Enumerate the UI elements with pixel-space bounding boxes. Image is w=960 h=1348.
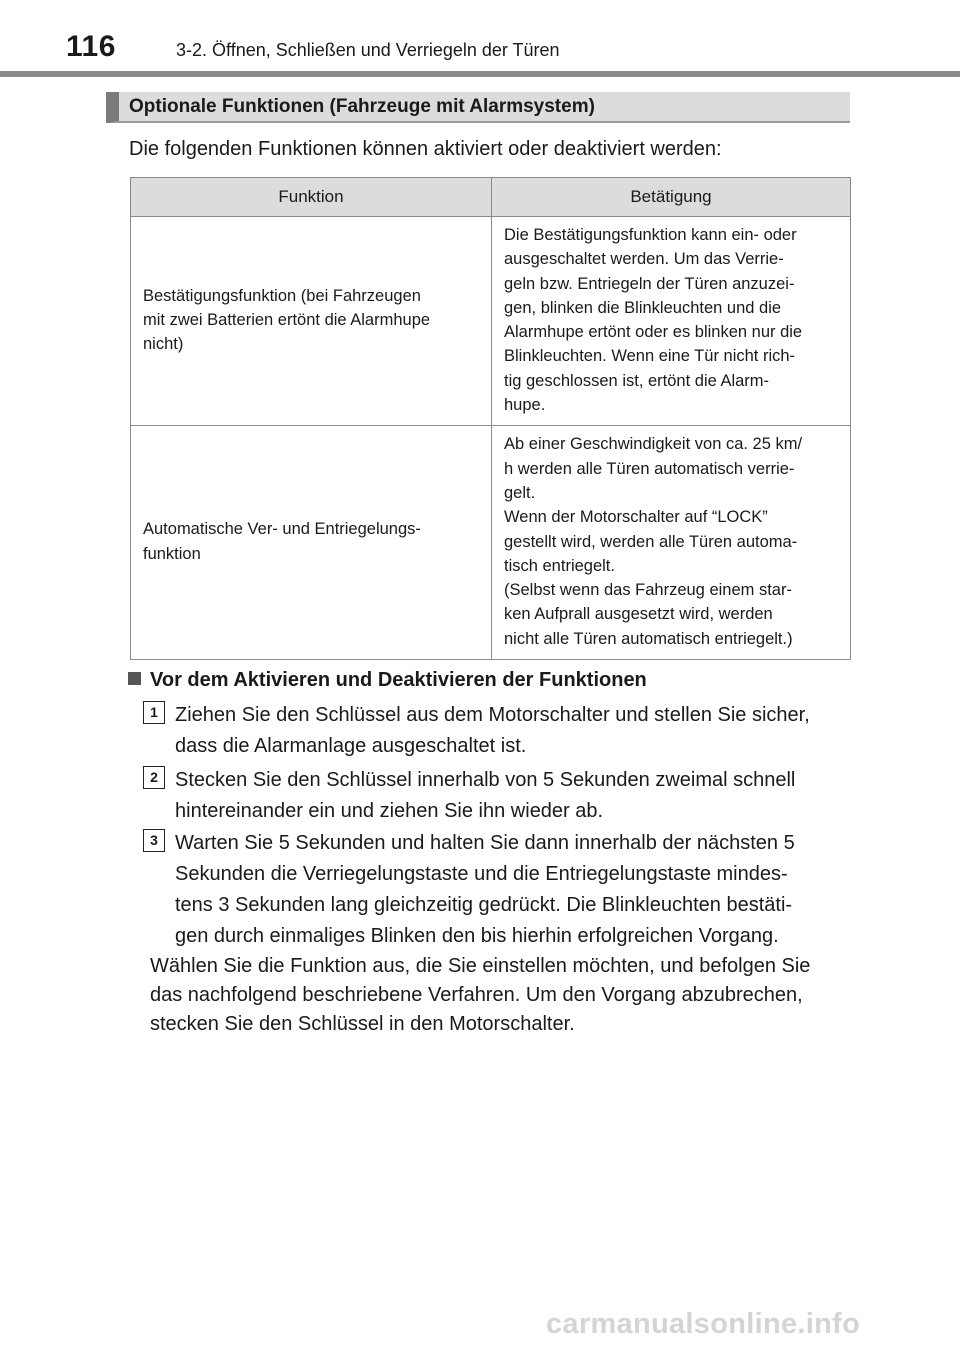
page-number: 116 xyxy=(66,30,116,63)
procedure-step xyxy=(143,828,853,952)
step-text: Ziehen Sie den Schlüssel aus dem Motorschalter und stellen Sie sicher, dass die Alarmanlage ausgeschaltet ist. xyxy=(175,704,810,757)
function-name: Bestätigungsfunktion (bei Fahrzeugen mit zwei Batterien ertönt die Alarmhupe nicht) xyxy=(143,286,431,354)
functions-table xyxy=(130,177,851,660)
function-cell xyxy=(131,217,492,426)
procedure-heading xyxy=(128,666,647,694)
chapter-title: 3-2. Öffnen, Schließen und Verriegeln der Türen xyxy=(176,40,560,60)
operation-cell xyxy=(492,426,851,660)
function-name: Automatische Ver- und Entriegelungs- funktion xyxy=(143,520,421,563)
procedure-step xyxy=(143,700,853,762)
operation-cell xyxy=(492,217,851,426)
closing-paragraph: Wählen Sie die Funktion aus, die Sie einstellen möchten, und befolgen Sie das nachfolgend beschriebene Verfahren. Um den Vorgang abzubrechen, stecken Sie den Schlüssel in den Motorschalter. xyxy=(150,955,811,1035)
square-bullet-icon xyxy=(128,672,141,685)
step-text: Warten Sie 5 Sekunden und halten Sie dann innerhalb der nächsten 5 Sekunden die Verriegelungstaste und die Entriegelungstaste mindes- tens 3 Sekunden lang gleichzeitig gedrückt. Die Blinkleuchten bestäti- gen durch einmaliges Blinken den bis hierhin erfolgreichen Vorgang. xyxy=(175,832,795,947)
column-header-operation: Betätigung xyxy=(492,178,851,217)
table-header-row xyxy=(131,178,851,217)
section-intro: Die folgenden Funktionen können aktiviert oder deaktiviert werden: xyxy=(129,138,722,160)
table-row xyxy=(131,217,851,426)
function-cell xyxy=(131,426,492,660)
watermark: carmanualsonline.info xyxy=(546,1308,861,1340)
header-divider xyxy=(0,71,960,77)
procedure-heading-text: Vor dem Aktivieren und Deaktivieren der Funktionen xyxy=(150,669,647,691)
procedure-step xyxy=(143,765,853,827)
table-row xyxy=(131,426,851,660)
column-header-function: Funktion xyxy=(131,178,492,217)
step-number-badge: 2 xyxy=(143,766,165,789)
step-number-badge: 1 xyxy=(143,701,165,724)
section-heading: Optionale Funktionen (Fahrzeuge mit Alarmsystem) xyxy=(106,92,850,123)
step-text: Stecken Sie den Schlüssel innerhalb von 5 Sekunden zweimal schnell hintereinander ein und ziehen Sie ihn wieder ab. xyxy=(175,769,796,822)
operation-description: Ab einer Geschwindigkeit von ca. 25 km/ h werden alle Türen automatisch verrie- gelt. Wenn der Motorschalter auf “LOCK” gestellt wird, werden alle Türen automa- tisch entriegelt. (Selbst wenn das Fahrzeug einem star- ken Aufprall ausgesetzt wird, werden nicht alle Türen automatisch entriegelt.) xyxy=(504,435,803,648)
operation-description: Die Bestätigungsfunktion kann ein- oder ausgeschaltet werden. Um das Verrie- geln bzw. Entriegeln der Türen anzuzei- gen, blinken die Blinkleuchten und die Alarmhupe ertönt oder es blinken nur die Blinkleuchten. Wenn eine Tür nicht rich- tig geschlossen ist, ertönt die Alarm- hupe. xyxy=(504,226,803,415)
step-number-badge: 3 xyxy=(143,829,165,852)
